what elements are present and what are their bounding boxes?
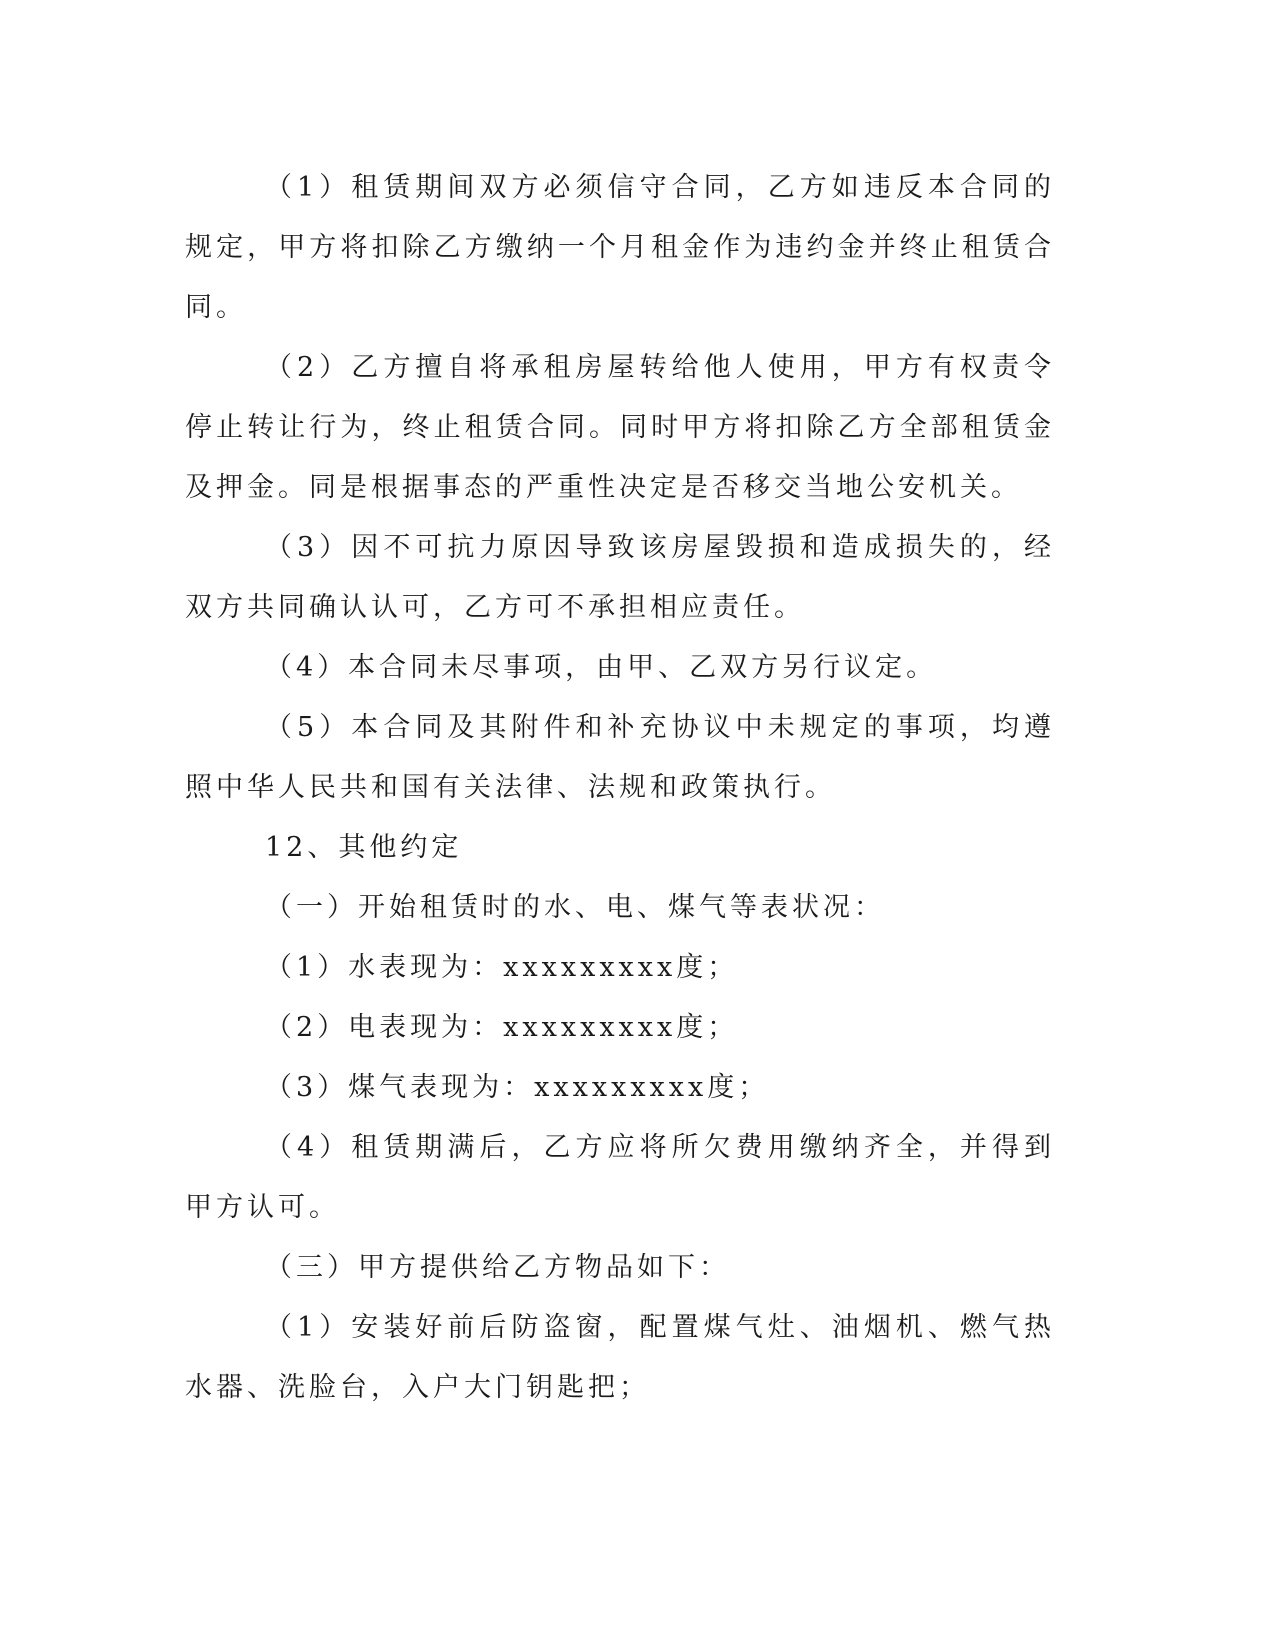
section-12-heading: 12、其他约定 [265,832,463,863]
clause-2-sublet: （2）乙方擅自将承租房屋转给他人使用，甲方有权责令停止转让行为，终止租赁合同。同时甲方将扣除乙方全部租赁金及押金。同是根据事态的严重性决定是否移交当地公安机关。 [185,352,1055,503]
provided-items-list: （1）安装好前后防盗窗，配置煤气灶、油烟机、燃气热水器、洗脸台，入户大门钥匙把； [185,1312,1055,1403]
subsection-meter-status: （一）开始租赁时的水、电、煤气等表状况： [265,892,885,923]
document-body [185,158,1055,1418]
clause-1-breach: （1）租赁期间双方必须信守合同，乙方如违反本合同的规定，甲方将扣除乙方缴纳一个月租金作为违约金并终止租赁合同。 [185,172,1055,323]
clause-5-applicable-law: （5）本合同及其附件和补充协议中未规定的事项，均遵照中华人民共和国有关法律、法规和政策执行。 [185,712,1055,803]
subsection-provided-items: （三）甲方提供给乙方物品如下： [265,1252,730,1283]
gas-meter-reading: （3）煤气表现为：xxxxxxxxx度； [265,1072,770,1103]
clause-4-unresolved-matters: （4）本合同未尽事项，由甲、乙双方另行议定。 [265,652,938,683]
electric-meter-reading: （2）电表现为：xxxxxxxxx度； [265,1012,739,1043]
water-meter-reading: （1）水表现为：xxxxxxxxx度； [265,952,739,983]
clause-3-force-majeure: （3）因不可抗力原因导致该房屋毁损和造成损失的，经双方共同确认认可，乙方可不承担相应责任。 [185,532,1055,623]
fees-settlement-clause: （4）租赁期满后，乙方应将所欠费用缴纳齐全，并得到甲方认可。 [185,1132,1055,1223]
